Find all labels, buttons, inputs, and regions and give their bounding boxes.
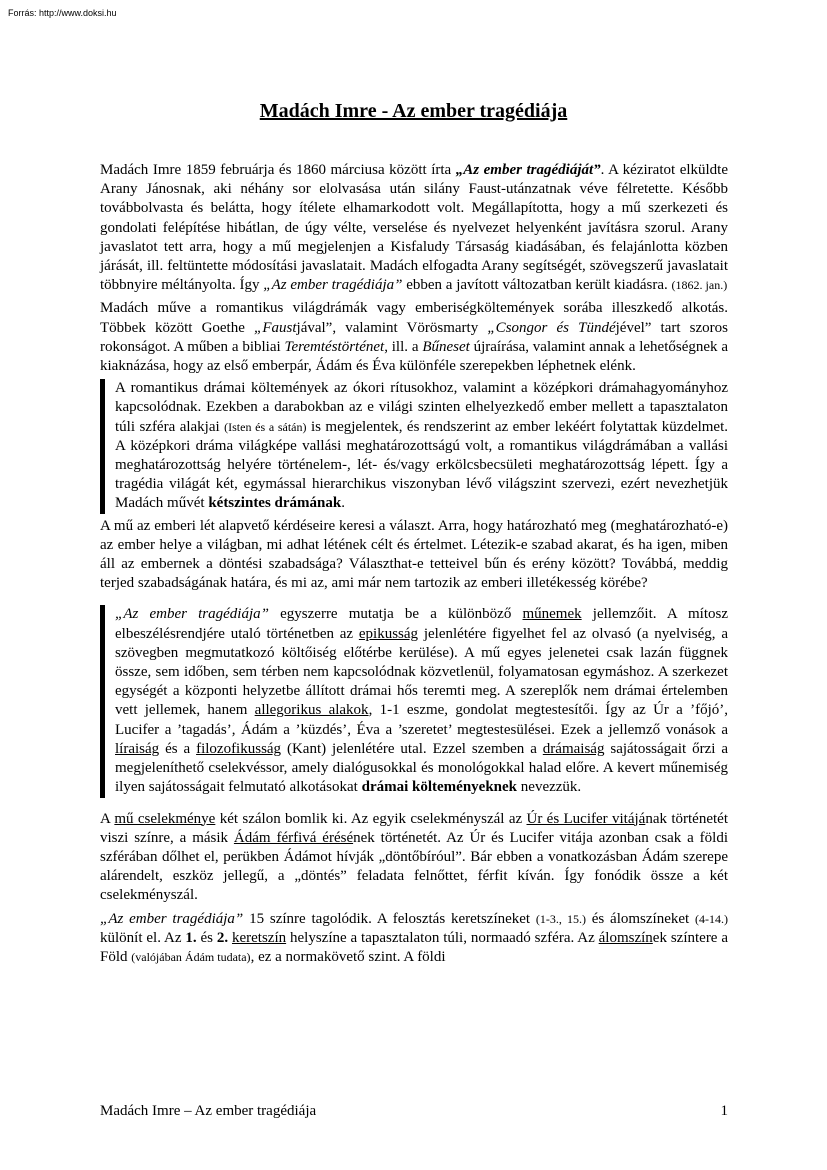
quote-text: A romantikus drámai költemények az ókori rítusokhoz, valamint a középkori drámahagyományhoz kapcsolódnak. Ezekben a darabokban az e világi szinten elhelyezkedő ember mellett a tapasztalaton túli szféra alakjai (Isten és a sátán) is megjelentek, és rendszerint az ember lekéért folytattak küzdelmet. A középkori dráma világképe vallási meghatározottságú volt, a romantikus világdrámában a vallási meghatározottság helyére történelem-, lét- és/vagy erkölcsbecsületi meghatározottság lépett. Így a tragédia világát két, egymással hierarchikus viszonyban lévő világszint szervezi, ezért nevezhetjük Madách művét kétszintes drámának. <box>115 380 729 512</box>
document-body <box>100 161 728 967</box>
quote-block-two-level-drama <box>100 379 728 513</box>
source-url[interactable]: Forrás: http://www.doksi.hu <box>8 8 117 18</box>
quote-block-genres <box>100 605 728 797</box>
page-number: 1 <box>720 1103 728 1119</box>
paragraph-questions: A mű az emberi lét alapvető kérdéseire keresi a választ. Arra, hogy határozható meg (meghatározható-e) az ember helye a világban, mi adhat létének célt és értelmet. Létezik-e szabad akarat, és ha igen, miben áll az embernek a döntési szabadsága? Választhat-e tetteivel bűn és erény között? Továbbá, meddig terjed szabadságának határa, és mi az, ami már nem tartozik az emberi illetékesség körébe? <box>100 517 728 592</box>
paragraph-structure: „Az ember tragédiája” 15 színre tagolódik. A felosztás keretszíneket (1-3., 15.) és álomszíneket (4-14.) különít el. Az 1. és 2. keretszín helyszíne a tapasztalaton túli, normaadó szféra. Az álomszínek színtere a Föld (valójában Ádám tudata), ez a normakövető szint. A földi <box>100 910 728 965</box>
quote-text: „Az ember tragédiája” egyszerre mutatja be a különböző műnemek jellemzőit. A mítosz elbeszélésrendjére utaló történetben az epikusság jelenlétére figyelhet fel az olvasó (a nyelviség, a szövegben megmutatkozó költőiség előtérbe kerülése). A mű egyes jelenetei csak lazán függnek össze, sem időben, sem térben nem kapcsolódnak közvetlenül, folyamatosan egymáshoz. A szerkezet egységét a központi helyzetbe állított drámai hős teremti meg. A szereplők nem drámai értelemben vett jellemek, hanem allegorikus alakok, 1-1 eszme, gondolat megtestesítői. Így az Úr a ’főjó’, Lucifer a ’tagadás’, Ádám a ’küzdés’, Éva a ’szeretet’ megtestesülései. Ezek a jellemző vonások a líraiság és a filozofikusság (Kant) jelenlétére utal. Ezzel szemben a drámaiság sajátosságait őrzi a megjeleníthető cselekvéssor, amely dialógusokkal és monológokkal halad előre. A kevert műnemiség ilyen sajátosságait felmutató alkotásokat drámai költeményeknek nevezzük. <box>115 606 728 796</box>
footer-title: Madách Imre – Az ember tragédiája <box>100 1103 317 1119</box>
paragraph-plot: A mű cselekménye két szálon bomlik ki. Az egyik cselekményszál az Úr és Lucifer vitájának történetét viszi színre, a másik Ádám férfivá érésének történetét. Az Úr és Lucifer vitája azonban csak a földi szférában dőlhet el, perükben Ádámot hívják „döntőbíróul”. Bár ebben a vonatkozásban Ádám szerepe alárendelt, eszköz jellegű, a „döntés” feladata felnőttet, férfit kíván. Így fonódik össze a két cselekményszál. <box>100 810 728 904</box>
paragraph-romantic-drama: Madách műve a romantikus világdrámák vagy emberiségköltemények sorába illeszkedő alkotás. Többek között Goethe „Faustjával”, valamint Vörösmarty „Csongor és Tündéjével” tart szoros rokonságot. A műben a bibliai Teremtéstörténet, ill. a Bűneset újraírása, valamint annak a lehetőségnek a kiaknázása, hogy az első emberpár, Ádám és Éva különféle szerepekben léphetnek elénk. <box>100 300 728 375</box>
paragraph-intro: Madách Imre 1859 februárja és 1860 márciusa között írta „Az ember tragédiáját”. A kéziratot elküldte Arany Jánosnak, aki néhány sor elolvasása után silány Faust-utánzatnak véve félretette. Később továbbolvasta és belátta, hogy ítélete elhamarkodott volt. Megállapította, hogy a mű szerkezeti és gondolati felépítése hibátlan, de úgy vélte, verselése és nyelvezet helyenként javításra szorul. Arany javaslatot tett arra, hogy a mű megjelenjen a Kisfaludy Társaság kiadásában, és felajánlotta közben járását, ill. feltüntette módosítási javaslatait. Madách elfogadta Arany segítségét, szövegszerű javaslatait többnyire méltányolta. Így „Az ember tragédiája” ebben a javított változatban került kiadásra. (1862. jan.) <box>100 162 729 294</box>
page-title: Madách Imre - Az ember tragédiája <box>259 100 568 122</box>
page-footer <box>100 1103 728 1120</box>
